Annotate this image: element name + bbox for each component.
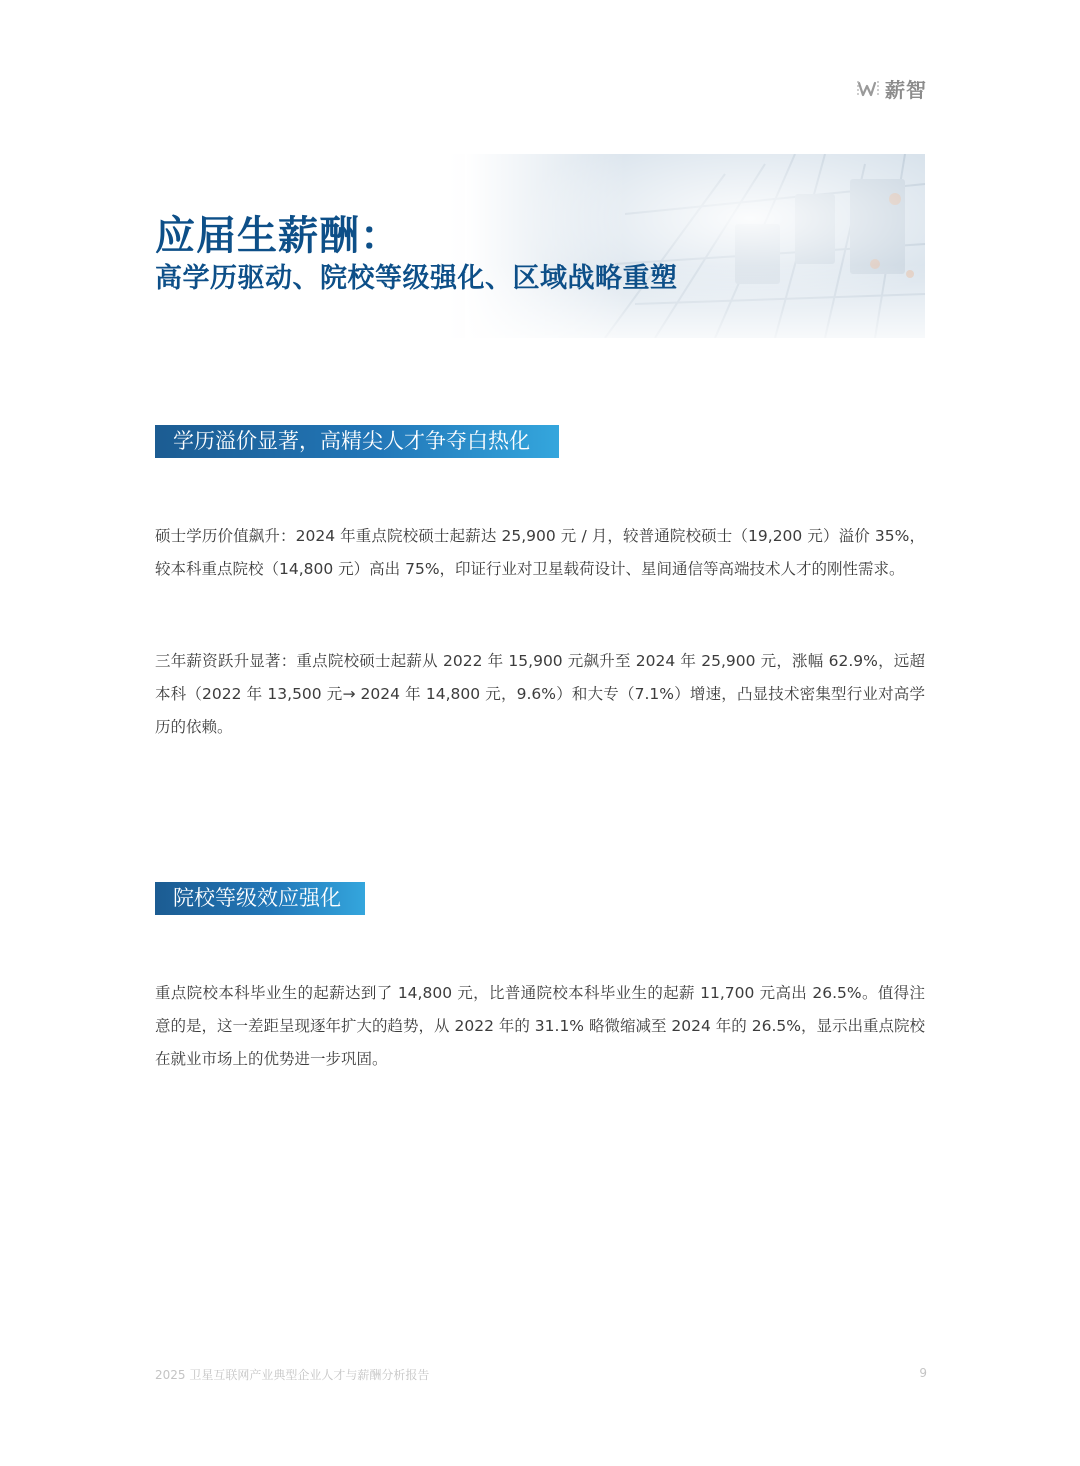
paragraph-master-degree-value: 硕士学历价值飙升：2024 年重点院校硕士起薪达 25,900 元 / 月，较普通院校硕士（19,200 元）溢价 35%，较本科重点院校（14,800 元）高出 75%，印证行业对卫星载荷设计、星间通信等高端技术人才的刚性需求。 [155, 527, 925, 578]
hero-background-image [465, 154, 925, 338]
paragraph-three-year-growth: 三年薪资跃升显著：重点院校硕士起薪从 2022 年 15,900 元飙升至 2024 年 25,900 元，涨幅 62.9%，远超本科（2022 年 13,500 元→ 2024 年 14,800 元，9.6%）和大专（7.1%）增速，凸显技术密集型行业对高学历的依赖。 [155, 652, 925, 736]
brand-logo [857, 74, 927, 103]
page-number: 9 [919, 1366, 927, 1380]
footer-report-title: 2025 卫星互联网产业典型企业人才与薪酬分析报告 [155, 1368, 430, 1382]
brand-logo-text: 薪智 [885, 78, 927, 102]
section-heading-school-tier-effect: 院校等级效应强化 [155, 882, 365, 915]
section-heading-education-premium: 学历溢价显著，高精尖人才争夺白热化 [155, 425, 559, 458]
hero-banner [155, 154, 925, 338]
paragraph-school-tier-salary: 重点院校本科毕业生的起薪达到了 14,800 元，比普通院校本科毕业生的起薪 11,700 元高出 26.5%。值得注意的是，这一差距呈现逐年扩大的趋势，从 2022 年的 31.1% 略微缩减至 2024 年的 26.5%，显示出重点院校在就业市场上的优势进一步巩固。 [155, 984, 925, 1068]
page-subtitle: 高学历驱动、院校等级强化、区域战略重塑 [155, 263, 678, 294]
page-title: 应届生薪酬： [155, 213, 401, 259]
brand-logo-icon [857, 80, 879, 98]
